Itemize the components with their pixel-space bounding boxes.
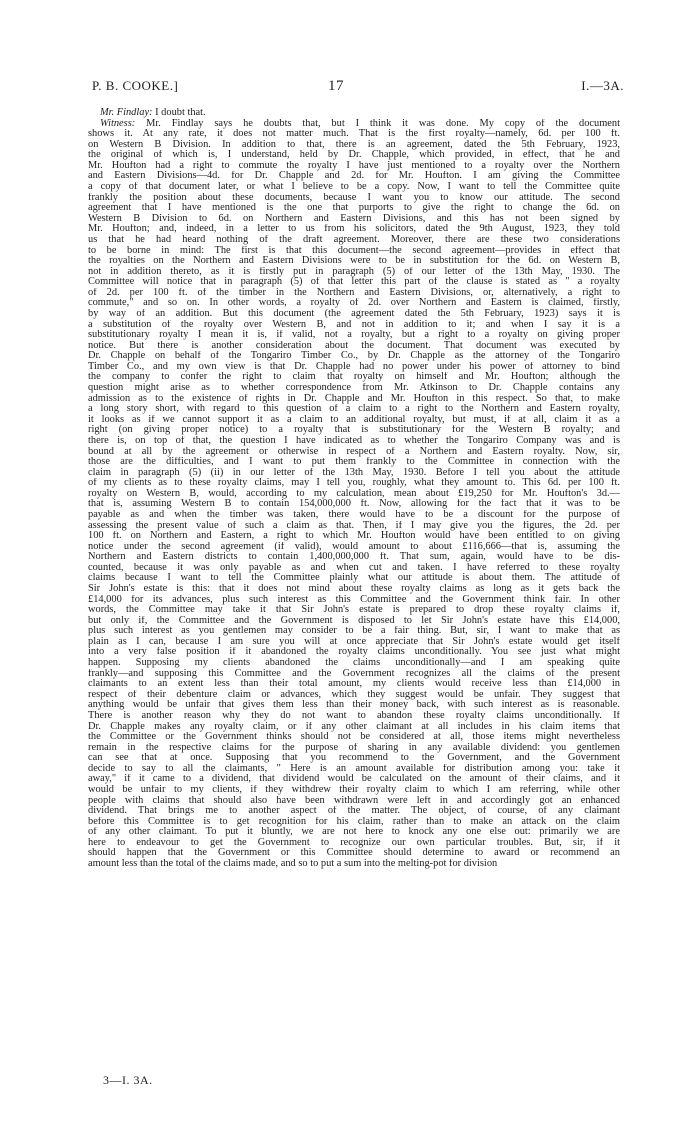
text-line: to be borne in mind: The first is that this document—the second agreement—provides in effect that [88,245,620,256]
text-line: can see that at once. Supposing that you recommend to the Government, and the Government [88,753,620,764]
text-line: there is, on top of that, the question I have indicated as to whether the Tongariro Company was and is [88,435,620,446]
line-text: Mr. Findlay says he doubts that, but I think it was done. My copy of the document [135,118,620,129]
text-line: into a very false position if it abandoned the royalty claims unconditionally. You see just what might [88,647,620,658]
text-line: frankly—and supposing this Committee and the Government recognizes all the claims of the present [88,668,620,679]
text-line: payable as and when the timber was taken, there would have to be a discount for the purpose of [88,509,620,520]
text-line: but only if, the Committee and the Government is disposed to let Sir John's estate have this £14,000, [88,615,620,626]
text-line: claimants to an extent less than their total amount, my clients would receive less than £14,000 in [88,679,620,690]
header-witness-name: P. B. COOKE.] [92,78,179,93]
text-line: bound at all by the agreement or otherwise in respect of a Northern and Eastern royalty. Now, sir, [88,446,620,457]
text-line: Northern and Eastern districts to contain 1,400,000,000 ft. That sum, again, would have to be dis- [88,552,620,563]
text-line: £14,000 for its advances, plus such interest as this Committee and the Government think fair. In other [88,594,620,605]
text-line: claims because I want to tell the Committee plainly what our attitude is about them. The attitude of [88,573,620,584]
text-line: on Western B Division. In addition to that, there is an agreement, dated the 5th February, 1923, [88,139,620,150]
text-line: admission as to the existence of rights in Dr. Chapple and Mr. Houfton in this respect. So that, to make [88,393,620,404]
speaker-label: Witness: [100,118,136,129]
text-line: of 2d. per 100 ft. of the timber in the Northern and Eastern Divisions, or, alternatively, a right to [88,287,620,298]
text-line: plus such interest as you gentlemen may consider to be a fair thing. But, sir, I want to make that as [88,626,620,637]
text-line: royalty on Western B, would, according to my calculation, mean about £19,250 for Mr. Houfton's 3d.— [88,488,620,499]
findlay-remark [88,108,620,119]
text-line: question might arise as to whether correspondence from Mr. Atkinson to Dr. Chapple contains any [88,383,620,394]
text-line: that is, assuming Western B to contain 154,000,000 ft. Now, allowing for the fact that it was to be [88,499,620,510]
text-line: should happen that the Government or this Committee should determine to award or recommend an [88,848,620,859]
text-line: frankly the position about these documents, because I want you to know our attitude. The second [88,192,620,203]
text-line: Mr. Houfton had a right to commute the royalty I have just mentioned to a royalty over the Northern [88,160,620,171]
speaker-label: Mr. Findlay: [100,108,153,118]
text-line: Sir John's estate is this: that it does not mind about these royalty claims as long as it gets back the [88,584,620,595]
text-line: 100 ft. on Northern and Eastern, a right to which Mr. Houfton would have been entitled to on giving [88,531,620,542]
page-footer-signature: 3—I. 3A. [103,1073,153,1087]
text-line: happen. Supposing my clients abandoned the claims unconditionally—and I am speaking quite [88,658,620,669]
text-line: decide to say to all the claimants, " Here is an amount available for distribution among you: take it [88,763,620,774]
text-line: Timber Co., and my own view is that Dr. Chapple had no power under his power of attorney to bind [88,361,620,372]
text-line: respect of their debenture claim or advances, which they suggest would be unfair. They suggest that [88,689,620,700]
text-line: by way of an addition. But this document (the agreement dated the 5th February, 1923) says it is [88,308,620,319]
text-line: right (on giving proper notice) to a royalty that is substitutionary for the Western B royalty; and [88,425,620,436]
text-line: and Eastern Divisions—4d. for Dr. Chapple and 2d. for Mr. Houfton. I am giving the Committee [88,171,620,182]
text-line: Western B Division to 6d. on Northern and Eastern Divisions, and this has not been signed by [88,213,620,224]
text-line: not in addition thereto, as it is firstly put in paragraph (5) of our letter of the 13th May, 1930. The [88,266,620,277]
page-header [92,78,624,100]
text-line: notice. But there is another consideration about the document. That document was executed by [88,340,620,351]
text-line: those are the difficulties, and I want to put them frankly to the Committee in connection with the [88,457,620,468]
text-line: us that he had heard nothing of the draft agreement. Moreover, there are these two considerations [88,234,620,245]
text-line: away," if it came to a dividend, that dividend would be calculated on the amount of their claims, and it [88,774,620,785]
text-line [88,119,620,130]
text-line: anything would be unfair that gives them less than their money back, with such interest as is reasonable. [88,700,620,711]
text-line: claim in paragraph (5) (ii) in our letter of the 13th May, 1930. Before I tell you about the attitude [88,467,620,478]
text-line: the original of which is, I understand, held by Dr. Chapple, which provided, in effect, that he and [88,150,620,161]
text-line: a substitution of the royalty over Western B, and not in addition to it; and when I say it is a [88,319,620,330]
body-text [88,108,620,870]
text-line: substitutionary royalty I mean it is, if valid, not a royalty, but a right to a royalty on giving proper [88,330,620,341]
text-line: a long story short, with regard to this question of a claim to a right to the Northern and Eastern royalty, [88,404,620,415]
page-number: 17 [328,78,344,94]
text-line: a copy of that document later, or what I believe to be a copy. Now, I want to tell the Committee quite [88,182,620,193]
text-line: Mr. Houfton; and, indeed, in a letter to us from his solicitors, dated the 9th August, 1923, they told [88,224,620,235]
text-line: Dr. Chapple on behalf of the Tongariro Timber Co., by Dr. Chapple as the attorney of the Tongariro [88,351,620,362]
text-line: commute," and so on. In other words, a royalty of 2d. over Northern and Eastern is claimed, firstly, [88,298,620,309]
text-line: would be unfair to my clients, if they withdrew their royalty claim to which I am referring, while other [88,785,620,795]
text-line: of any other claimant. To put it bluntly, we are not here to knock any one else out: primarily we are [88,827,620,838]
text-line: Committee will notice that in paragraph (5) of that letter this part of the clause is stated as " a royalty [88,277,620,288]
text-line: dividend. That brings me to another aspect of the matter. The object, of course, of any claimant [88,806,620,817]
text-line: the company to confer the right to claim that royalty on himself and Mr. Houfton; although the [88,372,620,383]
text-line: notice under the second agreement (if valid), would amount to about £116,666—that is, assuming the [88,541,620,552]
text-line: counted, because it was only payable as and when cut and taken. I have referred to these royalty [88,562,620,573]
text-line: amount less than the total of the claims made, and so to put a sum into the melting-pot for division [88,859,498,870]
text-line: Dr. Chapple makes any royalty claim, or if any other claimant at all includes in his claim items that [88,721,620,732]
text-line: plain as I can, because I am sure you will at once appreciate that Sir John's estate would get itself [88,636,620,647]
text-line: There is another reason why they do not want to abandon these royalty claims unconditionally. If [88,710,620,721]
text-line: remain in the respective claims for the purpose of sharing in any available dividend: you gentlemen [88,742,620,753]
witness-testimony [88,119,620,870]
header-paper-ref: I.—3A. [581,78,624,93]
text-line: before this Committee is to get recognition for his claim, rather than to make an attack on the claim [88,816,620,827]
text-line: people with claims that should also have been withdrawn were left in and accordingly got an enhanced [88,795,620,806]
text-line: the royalties on the Northern and Eastern Divisions were to be in substitution for the 6d. on Western B, [88,256,620,267]
text-line: shows it. At any rate, it does not matter much. That is the first royalty—namely, 6d. per 100 ft. [88,129,620,140]
text-line: assessing the present value of such a claim as that. Then, if I may give you the figures, the 2d. per [88,520,620,531]
text-line: here to endeavour to get the Government to recognize our own particular troubles. But, sir, if it [88,837,620,848]
text-line: the Committee or the Government thinks should not be considered at all, those items might nevertheless [88,732,620,743]
text-line: it looks as if we cannot support it as a claim to an additional royalty, but must, if at all, claim it as a [88,414,620,425]
text-line: agreement that I have mentioned is the one that purports to give the right to change the 6d. on [88,203,620,214]
remark-text: I doubt that. [152,108,206,118]
text-line: words, the Committee may take it that Sir John's estate is prepared to drop these royalty claims if, [88,605,620,616]
text-line: of my clients as to these royalty claims, may I tell you, roughly, what they amount to. This 6d. per 100 ft. [88,478,620,489]
